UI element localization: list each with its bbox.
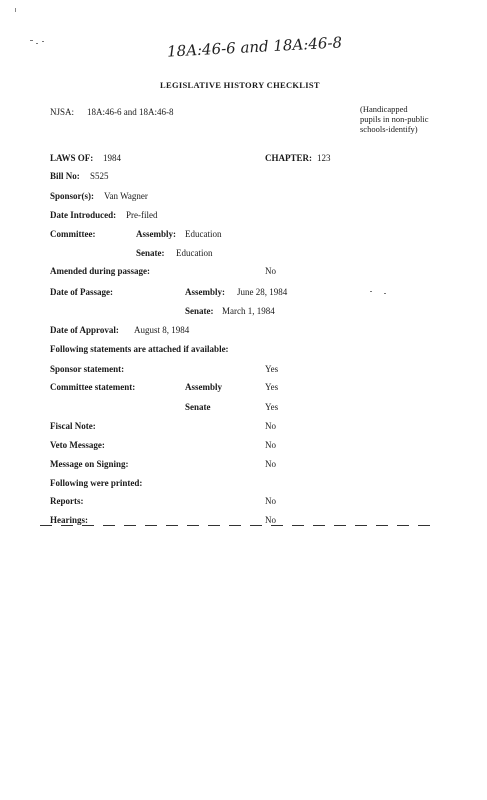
dash-segment — [418, 525, 430, 526]
laws-of-label: LAWS OF: — [50, 153, 94, 163]
reports-label: Reports: — [50, 496, 84, 506]
page-title: LEGISLATIVE HISTORY CHECKLIST — [160, 80, 320, 90]
dash-segment — [145, 525, 157, 526]
sponsor-statement-value: Yes — [265, 364, 279, 374]
passage-assembly-value: June 28, 1984 — [237, 287, 288, 297]
chapter-value: 123 — [317, 153, 331, 163]
committee-assembly-value: Education — [185, 229, 222, 239]
dash-segment — [187, 525, 199, 526]
dash-segment — [334, 525, 346, 526]
hearings-label: Hearings: — [50, 515, 88, 525]
dash-segment — [250, 525, 262, 526]
date-introduced-value: Pre-filed — [126, 210, 158, 220]
veto-message-value: No — [265, 440, 276, 450]
bill-no-label: Bill No: — [50, 171, 80, 181]
fiscal-note-label: Fiscal Note: — [50, 421, 96, 431]
dash-segment — [313, 525, 325, 526]
scan-speck — [370, 291, 372, 292]
scan-speck — [384, 293, 386, 294]
scan-speck — [42, 41, 44, 42]
sponsor-statement-label: Sponsor statement: — [50, 364, 125, 374]
amended-value: No — [265, 266, 276, 276]
amended-label: Amended during passage: — [50, 266, 151, 276]
passage-assembly-label: Assembly: — [185, 287, 225, 297]
njsa-value: 18A:46-6 and 18A:46-8 — [87, 107, 174, 117]
sponsor-value: Van Wagner — [104, 191, 148, 201]
handwritten-header: 18A:46-6 and 18A:46-8 — [166, 33, 343, 61]
dash-segment — [376, 525, 388, 526]
dash-segment — [271, 525, 283, 526]
message-on-signing-value: No — [265, 459, 276, 469]
side-note: (Handicapped pupils in non-public schools-identify) — [360, 104, 429, 134]
message-on-signing-label: Message on Signing: — [50, 459, 129, 469]
laws-of-value: 1984 — [103, 153, 121, 163]
following-attached-heading: Following statements are attached if available: — [50, 344, 229, 354]
passage-senate-value: March 1, 1984 — [222, 306, 275, 316]
dash-segment — [124, 525, 136, 526]
dash-segment — [355, 525, 367, 526]
following-printed-heading: Following were printed: — [50, 478, 143, 488]
chapter-label: CHAPTER: — [265, 153, 312, 163]
dash-segment — [208, 525, 220, 526]
date-of-approval-label: Date of Approval: — [50, 325, 119, 335]
committee-statement-label: Committee statement: — [50, 382, 136, 392]
scan-speck — [36, 43, 38, 44]
dash-segment — [292, 525, 304, 526]
fiscal-note-value: No — [265, 421, 276, 431]
committee-statement-assembly-value: Yes — [265, 382, 279, 392]
dash-segment — [397, 525, 409, 526]
date-of-passage-label: Date of Passage: — [50, 287, 113, 297]
date-of-approval-value: August 8, 1984 — [134, 325, 190, 335]
njsa-label: NJSA: — [50, 107, 75, 117]
committee-statement-assembly-label: Assembly — [185, 382, 223, 392]
sponsor-label: Sponsor(s): — [50, 191, 95, 201]
scan-mark — [15, 8, 16, 12]
dash-segment — [229, 525, 241, 526]
dash-segment — [61, 525, 73, 526]
committee-statement-senate-label: Senate — [185, 402, 211, 412]
bill-no-value: S525 — [90, 171, 109, 181]
date-introduced-label: Date Introduced: — [50, 210, 117, 220]
reports-value: No — [265, 496, 276, 506]
dash-segment — [40, 525, 52, 526]
dash-segment — [103, 525, 115, 526]
committee-senate-label: Senate: — [136, 248, 165, 258]
committee-statement-senate-value: Yes — [265, 402, 279, 412]
passage-senate-label: Senate: — [185, 306, 214, 316]
scan-speck — [30, 40, 33, 41]
committee-senate-value: Education — [176, 248, 213, 258]
committee-assembly-label: Assembly: — [136, 229, 176, 239]
hearings-value: No — [265, 515, 276, 525]
committee-label: Committee: — [50, 229, 96, 239]
veto-message-label: Veto Message: — [50, 440, 105, 450]
dash-segment — [82, 525, 94, 526]
dash-segment — [166, 525, 178, 526]
